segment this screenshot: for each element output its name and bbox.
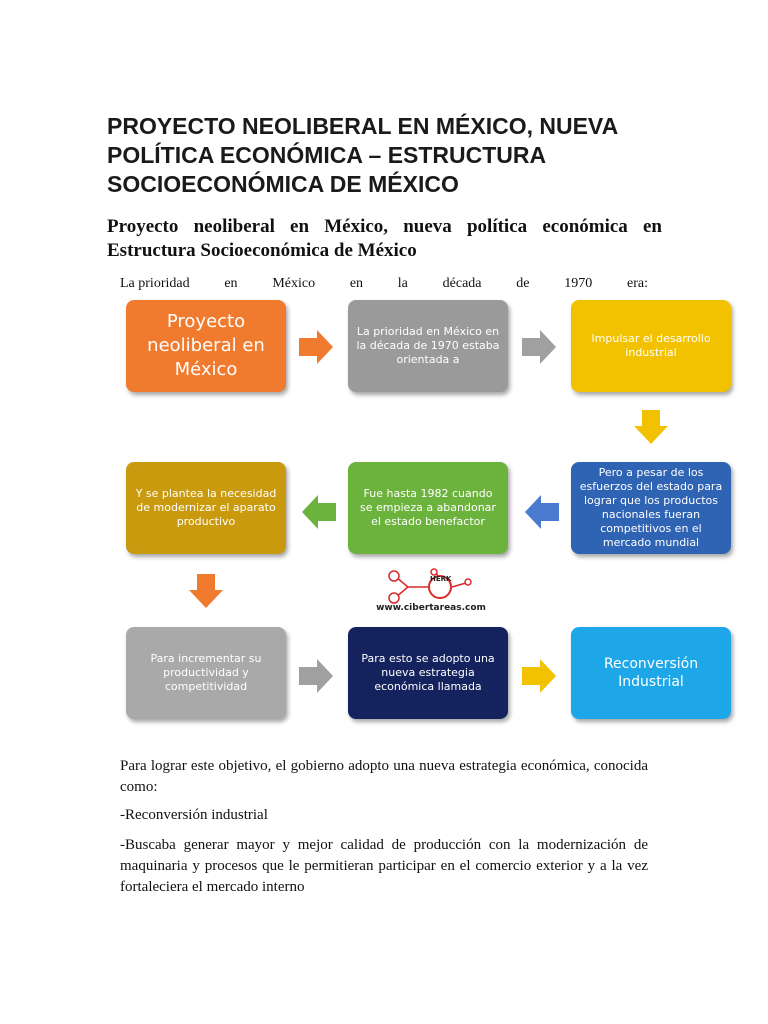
diagram-box-pero-a-pesar: Pero a pesar de los esfuerzos del estado para lograr que los productos nacionales fueran competitivos en el mercado mundial bbox=[571, 462, 731, 554]
diagram-box-reconversion-industrial: Reconversión Industrial bbox=[571, 627, 731, 719]
arrow-left-icon bbox=[300, 493, 338, 531]
diagram-box-modernizar-aparato: Y se plantea la necesidad de modernizar el aparato productivo bbox=[126, 462, 286, 554]
section-subtitle: Proyecto neoliberal en México, nueva política económica en Estructura Socioeconómica de México bbox=[107, 216, 662, 261]
arrow-left-icon bbox=[523, 493, 561, 531]
paragraph-buscaba: -Buscaba generar mayor y mejor calidad de producción con la modernización de maquinaria y procesos que le permitieran participar en el comercio exterior y a la vez fortaleciera el mercado interno bbox=[120, 837, 648, 895]
diagram-box-fue-hasta-1982: Fue hasta 1982 cuando se empieza a abandonar el estado benefactor bbox=[348, 462, 508, 554]
intro-word: 1970 bbox=[564, 276, 593, 291]
logo-badge-text: HERK bbox=[430, 575, 452, 583]
paragraph-objetivo: Para lograr este objetivo, el gobierno adopto una nueva estrategia económica, conocida como: bbox=[120, 758, 648, 795]
diagram-box-nueva-estrategia: Para esto se adopto una nueva estrategia económica llamada bbox=[348, 627, 508, 719]
intro-line bbox=[120, 275, 648, 293]
arrow-down-icon bbox=[187, 572, 225, 610]
diagram-box-impulsar-desarrollo: Impulsar el desarrollo industrial bbox=[571, 300, 731, 392]
arrow-right-icon bbox=[297, 657, 335, 695]
page-title: PROYECTO NEOLIBERAL EN MÉXICO, NUEVA POLÍTICA ECONÓMICA – ESTRUCTURA SOCIOECONÓMICA DE MÉXICO bbox=[107, 113, 618, 197]
intro-word: de bbox=[516, 276, 530, 291]
intro-word: la bbox=[397, 276, 408, 291]
intro-word: La prioridad bbox=[120, 276, 190, 291]
diagram-box-proyecto-neoliberal: Proyecto neoliberal en México bbox=[126, 300, 286, 392]
arrow-right-icon bbox=[520, 657, 558, 695]
intro-word: México bbox=[272, 276, 316, 291]
logo-url: www.cibertareas.com bbox=[376, 603, 486, 613]
diagram-box-prioridad: La prioridad en México en la década de 1970 estaba orientada a bbox=[348, 300, 508, 392]
intro-word: en bbox=[224, 276, 238, 291]
arrow-right-icon bbox=[520, 328, 558, 366]
arrow-down-icon bbox=[632, 408, 670, 446]
intro-word: era: bbox=[626, 276, 648, 291]
intro-word: década bbox=[442, 276, 482, 291]
arrow-right-icon bbox=[297, 328, 335, 366]
diagram-box-incrementar-productividad: Para incrementar su productividad y competitividad bbox=[126, 627, 286, 719]
intro-word: en bbox=[349, 276, 364, 291]
paragraph-reconversion: -Reconversión industrial bbox=[120, 807, 268, 823]
